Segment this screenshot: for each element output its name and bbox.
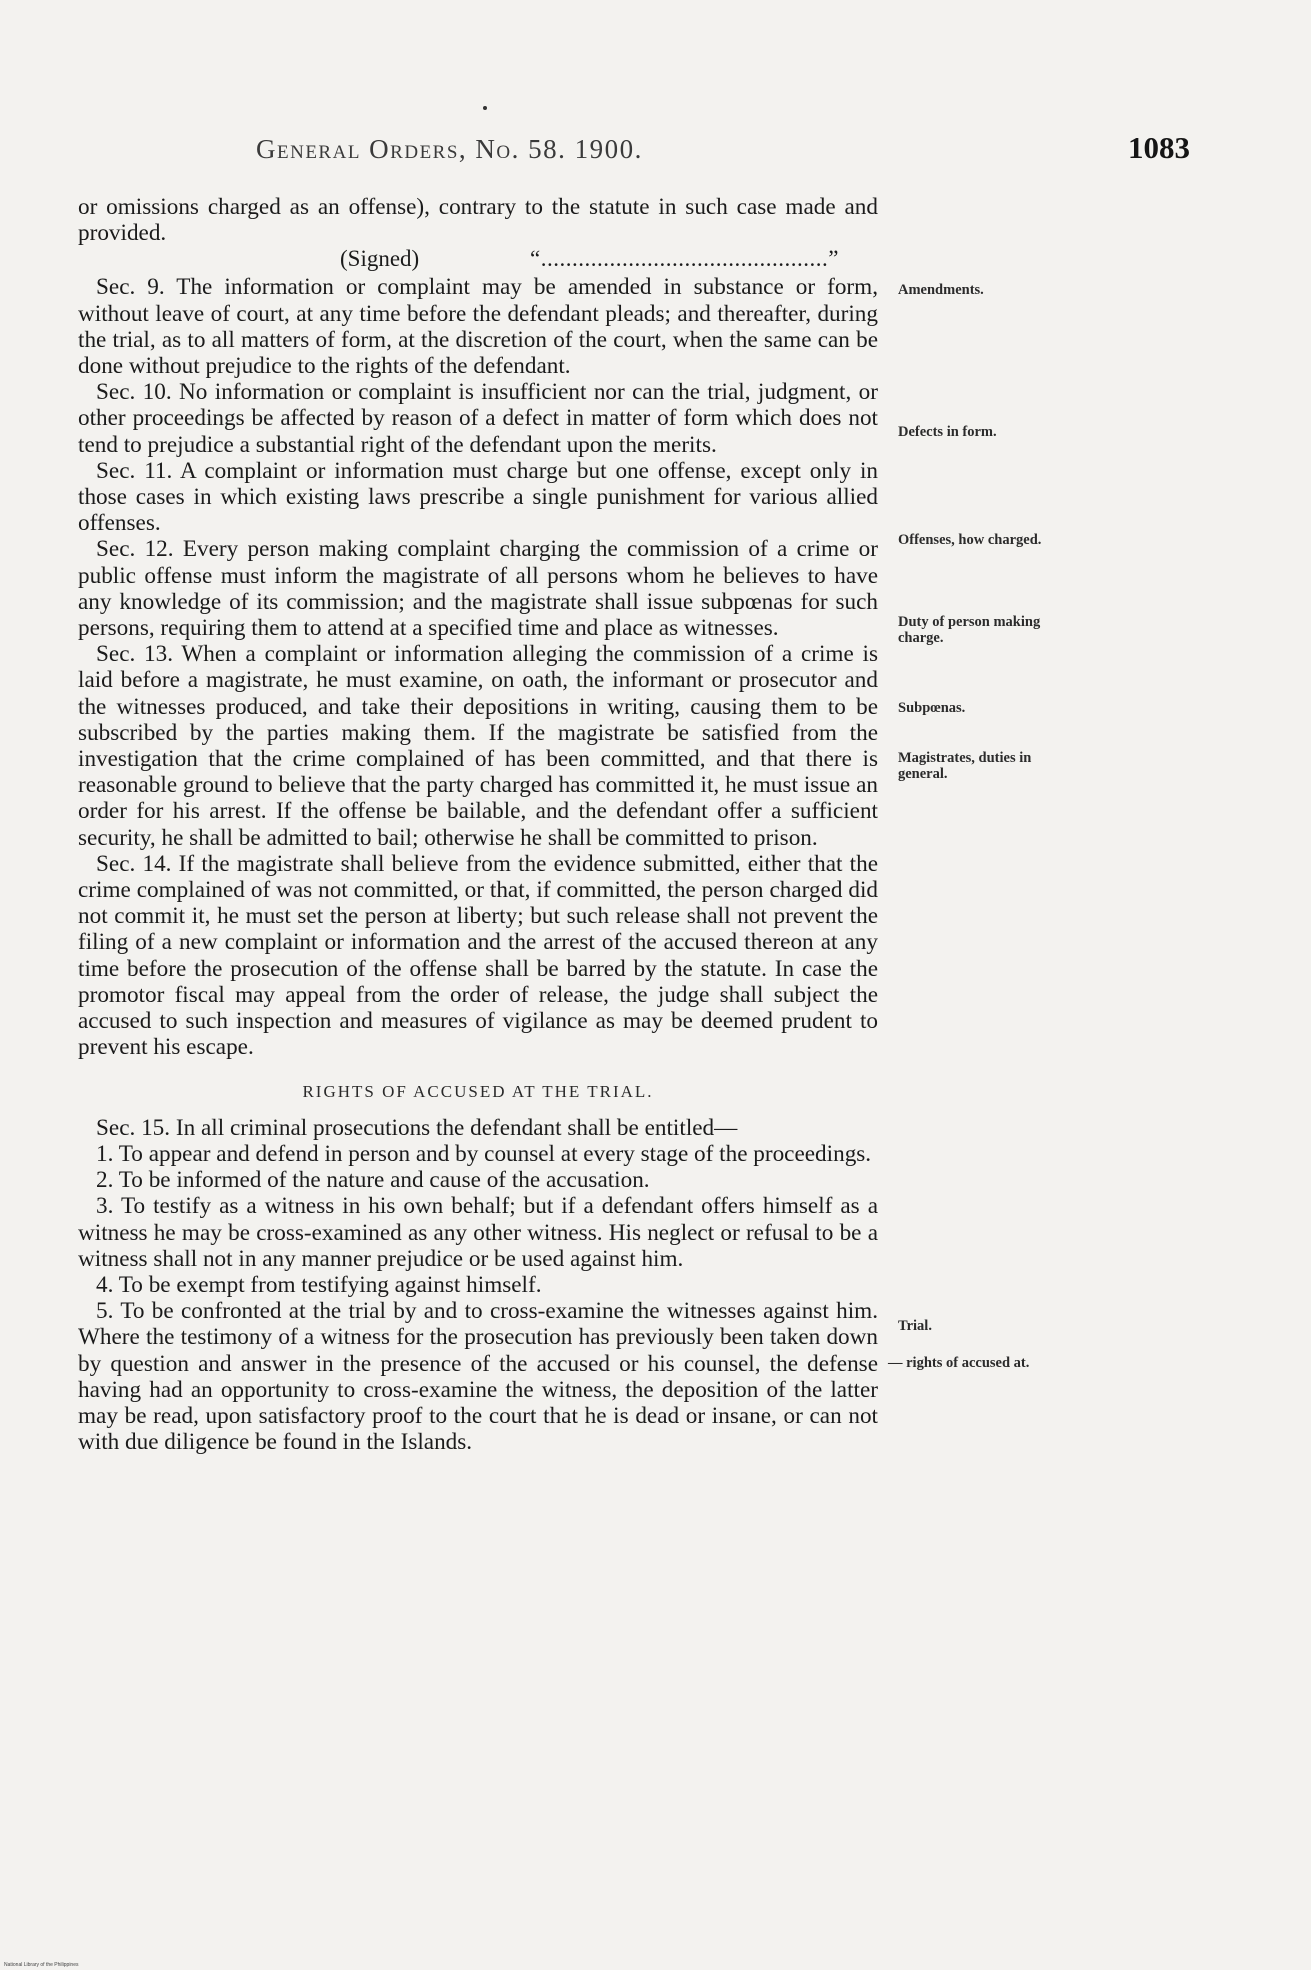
print-speck — [483, 106, 487, 110]
signature-blank: “..............................................” — [530, 246, 839, 272]
page-number: 1083 — [1128, 130, 1190, 165]
rights-list — [78, 1141, 878, 1455]
section-12: Sec. 12. Every person making complaint charging the commission of a crime or public offense must inform the magistrate of all persons whom he believes to have any knowledge of its commission; and the magistrate shall issue subpœnas for such persons, requiring them to attend at a specified time and place as witnesses. — [78, 536, 878, 642]
margin-note-trial: Trial. — [898, 1318, 932, 1334]
signature-line — [78, 246, 878, 274]
section-10: Sec. 10. No information or complaint is insufficient nor can the trial, judgment, or other proceedings be affected by reason of a defect in matter of form which does not tend to prejudice a substantial right of the defendant upon the merits. — [78, 379, 878, 458]
margin-note-rights: — rights of accused at. — [888, 1355, 1030, 1371]
page-header — [0, 128, 1311, 168]
list-item: 4. To be exempt from testifying against himself. — [96, 1271, 542, 1298]
intro-paragraph: or omissions charged as an offense), contrary to the statute in such case made and provided. — [78, 194, 878, 247]
margin-note-subpoenas: Subpœnas. — [898, 700, 966, 716]
section-14: Sec. 14. If the magistrate shall believe from the evidence submitted, either that the crime complained of was not committed, or that, if committed, the person charged did not commit it, he must set the person at liberty; but such release shall not prevent the filing of a new complaint or information and the arrest of the accused thereon at any time before the prosecution of the offense shall be barred by the statute. In case the promotor fiscal may appeal from the order of release, the judge shall subject the accused to such inspection and measures of vigilance as may be deemed prudent to prevent his escape. — [78, 850, 878, 1061]
main-text — [78, 194, 878, 1455]
section-heading: RIGHTS OF ACCUSED AT THE TRIAL. — [302, 1081, 654, 1101]
section-13: Sec. 13. When a complaint or information alleging the commission of a crime is laid before a magistrate, he must examine, on oath, the informant or prosecutor and the witnesses produced, and take their depositions in writing, causing them to be subscribed by the parties making them. If the magistrate be satisfied from the investigation that the crime complained of has been committed, and that there is reasonable ground to believe that the party charged has committed it, he must issue an order for his arrest. If the offense be bailable, and the defendant offer a sufficient security, he shall be admitted to bail; otherwise he shall be committed to prison. — [78, 641, 878, 851]
list-item: 5. To be confronted at the trial by and to cross-examine the witnesses against him. Where the testimony of a witness for the prosecution has previously been taken down by question and answer in the presence of the accused or his counsel, the defense having had an opportunity to cross-examine the witness, the deposition of the latter may be read, upon satisfactory proof to the court that he is dead or insane, or can not with due diligence be found in the Islands. — [78, 1298, 878, 1456]
margin-note-duty: Duty of person making charge. — [898, 614, 1041, 646]
list-item: 2. To be informed of the nature and cause of the accusation. — [96, 1167, 650, 1194]
running-title: General Orders, No. 58. 1900. — [256, 134, 643, 164]
scan-footer: National Library of the Philippines — [4, 1962, 79, 1968]
section-9: Sec. 9. The information or complaint may be amended in substance or form, without leave of court, at any time before the defendant pleads; and thereafter, during the trial, as to all matters of form, at the discretion of the court, when the same can be done without prejudice to the rights of the defendant. — [78, 274, 878, 380]
margin-note-magistrates: Magistrates, duties in general. — [898, 750, 1032, 782]
margin-note-amendments: Amendments. — [898, 282, 984, 298]
list-item: 3. To testify as a witness in his own behalf; but if a defendant offers himself as a witness he may be cross-examined as any other witness. His neglect or refusal to be a witness shall not in any manner prejudice or be used against him. — [78, 1193, 878, 1272]
margin-note-offenses: Offenses, how charged. — [898, 532, 1042, 548]
section-11: Sec. 11. A complaint or information must charge but one offense, except only in those cases in which existing laws prescribe a single punishment for various allied offenses. — [78, 457, 878, 537]
section-15: Sec. 15. In all criminal prosecutions the defendant shall be entitled— — [96, 1114, 738, 1141]
margin-note-defects: Defects in form. — [898, 424, 997, 440]
signed-label: (Signed) — [340, 246, 420, 272]
list-item: 1. To appear and defend in person and by counsel at every stage of the proceedings. — [96, 1140, 872, 1167]
